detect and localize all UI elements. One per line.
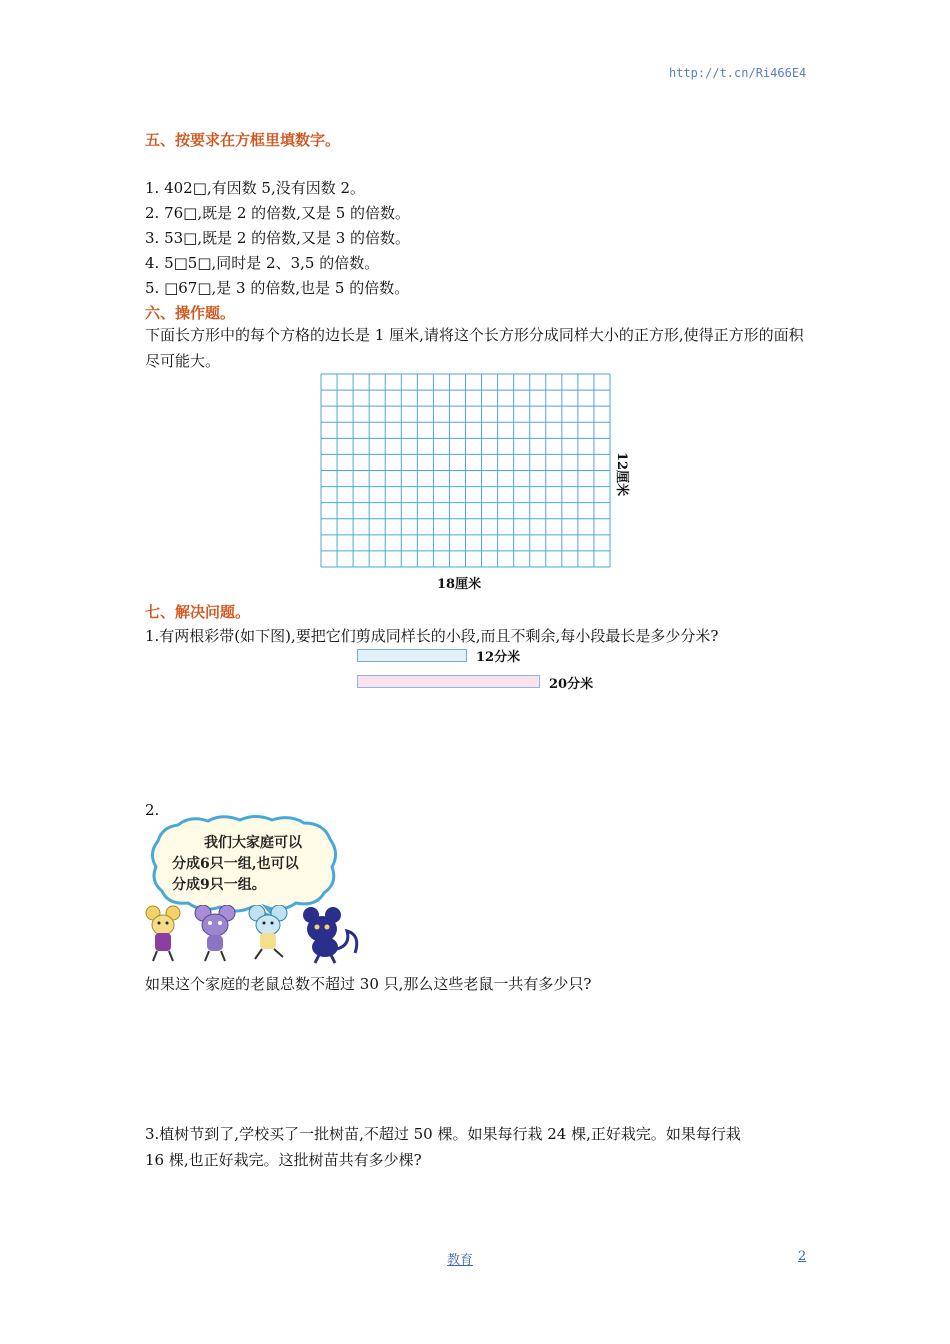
section-6-title: 六、操作题。 bbox=[145, 304, 236, 322]
section-5-item-2: 2. 76□,既是 2 的倍数,又是 5 的倍数。 bbox=[145, 204, 411, 222]
question-2: 如果这个家庭的老鼠总数不超过 30 只,那么这些老鼠一共有多少只? bbox=[145, 975, 592, 993]
ribbon-12-bar bbox=[357, 649, 467, 662]
header-url[interactable]: http://t.cn/Ri466E4 bbox=[669, 66, 807, 80]
section-5-title: 五、按要求在方框里填数字。 bbox=[145, 131, 341, 149]
question-1: 1.有两根彩带(如下图),要把它们剪成同样长的小段,而且不剩余,每小段最长是多少分米? bbox=[145, 627, 719, 645]
section-5-item-3: 3. 53□,既是 2 的倍数,又是 3 的倍数。 bbox=[145, 229, 411, 247]
question-3-line-2: 16 棵,也正好栽完。这批树苗共有多少棵? bbox=[145, 1151, 422, 1169]
section-5-item-5: 5. □67□,是 3 的倍数,也是 5 的倍数。 bbox=[145, 279, 410, 297]
footer-center-link[interactable]: 教育 bbox=[447, 1253, 474, 1268]
section-7-title: 七、解决问题。 bbox=[145, 603, 251, 621]
ribbon-20-bar bbox=[357, 675, 540, 688]
grid-width-label: 18厘米 bbox=[437, 577, 482, 592]
bubble-line-2: 分成6只一组,也可以 bbox=[172, 856, 299, 872]
bubble-line-1: 我们大家庭可以 bbox=[204, 835, 302, 851]
section-5-item-4: 4. 5□5□,同时是 2、3,5 的倍数。 bbox=[145, 254, 380, 272]
page-number: 2 bbox=[798, 1249, 807, 1264]
mouse-lilac-icon bbox=[195, 905, 235, 961]
ribbon-20-label: 20分米 bbox=[549, 677, 594, 692]
question-2-number: 2. bbox=[145, 801, 160, 819]
ribbon-12-label: 12分米 bbox=[476, 650, 521, 665]
question-3-line-1: 3.植树节到了,学校买了一批树苗,不超过 50 棵。如果每行栽 24 棵,正好栽完。如果每行栽 bbox=[145, 1125, 741, 1143]
mice-illustration bbox=[145, 905, 373, 965]
bubble-line-3: 分成9只一组。 bbox=[172, 877, 266, 893]
square-grid bbox=[320, 373, 611, 568]
grid-height-label: 12厘米 bbox=[614, 452, 629, 497]
section-6-instruction: 下面长方形中的每个方格的边长是 1 厘米,请将这个长方形分成同样大小的正方形,使得正方形的面积尽可能大。 bbox=[145, 326, 804, 370]
mouse-navy-icon bbox=[303, 907, 357, 963]
mouse-yellow-icon bbox=[146, 906, 180, 961]
mouse-blue-icon bbox=[249, 905, 287, 959]
section-5-item-1: 1. 402□,有因数 5,没有因数 2。 bbox=[145, 179, 366, 197]
